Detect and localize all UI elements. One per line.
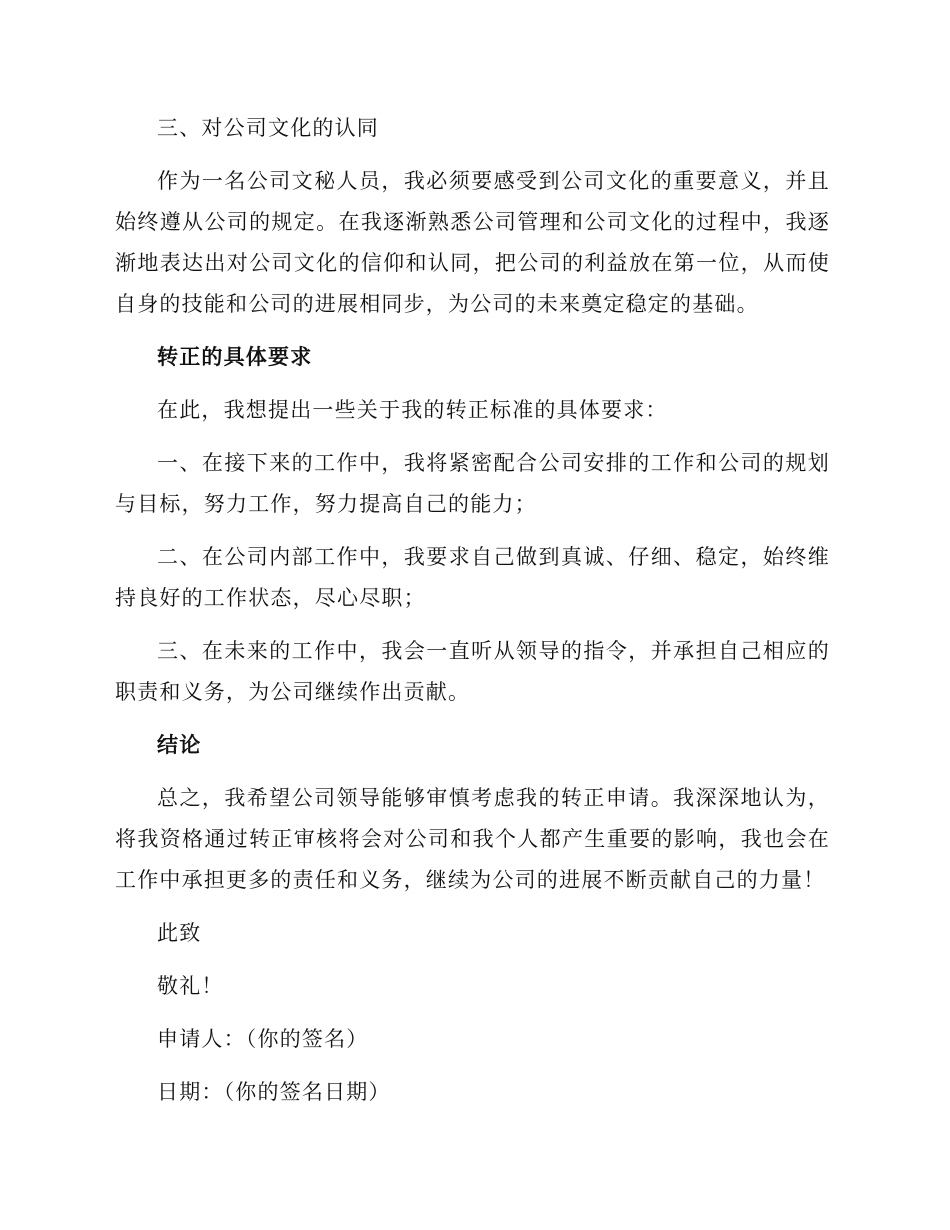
document-body — [115, 108, 830, 1113]
section-title: 三、对公司文化的认同 — [157, 116, 379, 140]
applicant-line: 申请人：（你的签名） — [157, 1027, 369, 1051]
requirements-heading: 转正的具体要求 — [157, 345, 313, 369]
requirement-item-2: 二、在公司内部工作中，我要求自己做到真诚、仔细、稳定，始终维持良好的工作状态，尽心尽职； — [115, 545, 830, 610]
requirement-item-3: 三、在未来的工作中，我会一直听从领导的指令，并承担自己相应的职责和义务，为公司继续作出贡献。 — [115, 639, 830, 704]
date-line: 日期：（你的签名日期） — [157, 1080, 391, 1104]
section-paragraph: 作为一名公司文秘人员，我必须要感受到公司文化的重要意义，并且始终遵从公司的规定。在我逐渐熟悉公司管理和公司文化的过程中，我逐渐地表达出对公司文化的信仰和认同，把公司的利益放在第一位，从而使自身的技能和公司的进展相同步，为公司的未来奠定稳定的基础。 — [115, 169, 830, 316]
requirements-intro: 在此，我想提出一些关于我的转正标准的具体要求： — [157, 398, 668, 422]
requirement-item-1: 一、在接下来的工作中，我将紧密配合公司安排的工作和公司的规划与目标，努力工作，努力提高自己的能力； — [115, 451, 830, 516]
conclusion-heading: 结论 — [157, 733, 202, 757]
closing-line: 此致 — [157, 921, 202, 945]
conclusion-paragraph: 总之，我希望公司领导能够审慎考虑我的转正申请。我深深地认为，将我资格通过转正审核将会对公司和我个人都产生重要的影响，我也会在工作中承担更多的责任和义务，继续为公司的进展不断贡献自己的力量！ — [115, 786, 830, 892]
salutation-line: 敬礼！ — [157, 974, 224, 998]
